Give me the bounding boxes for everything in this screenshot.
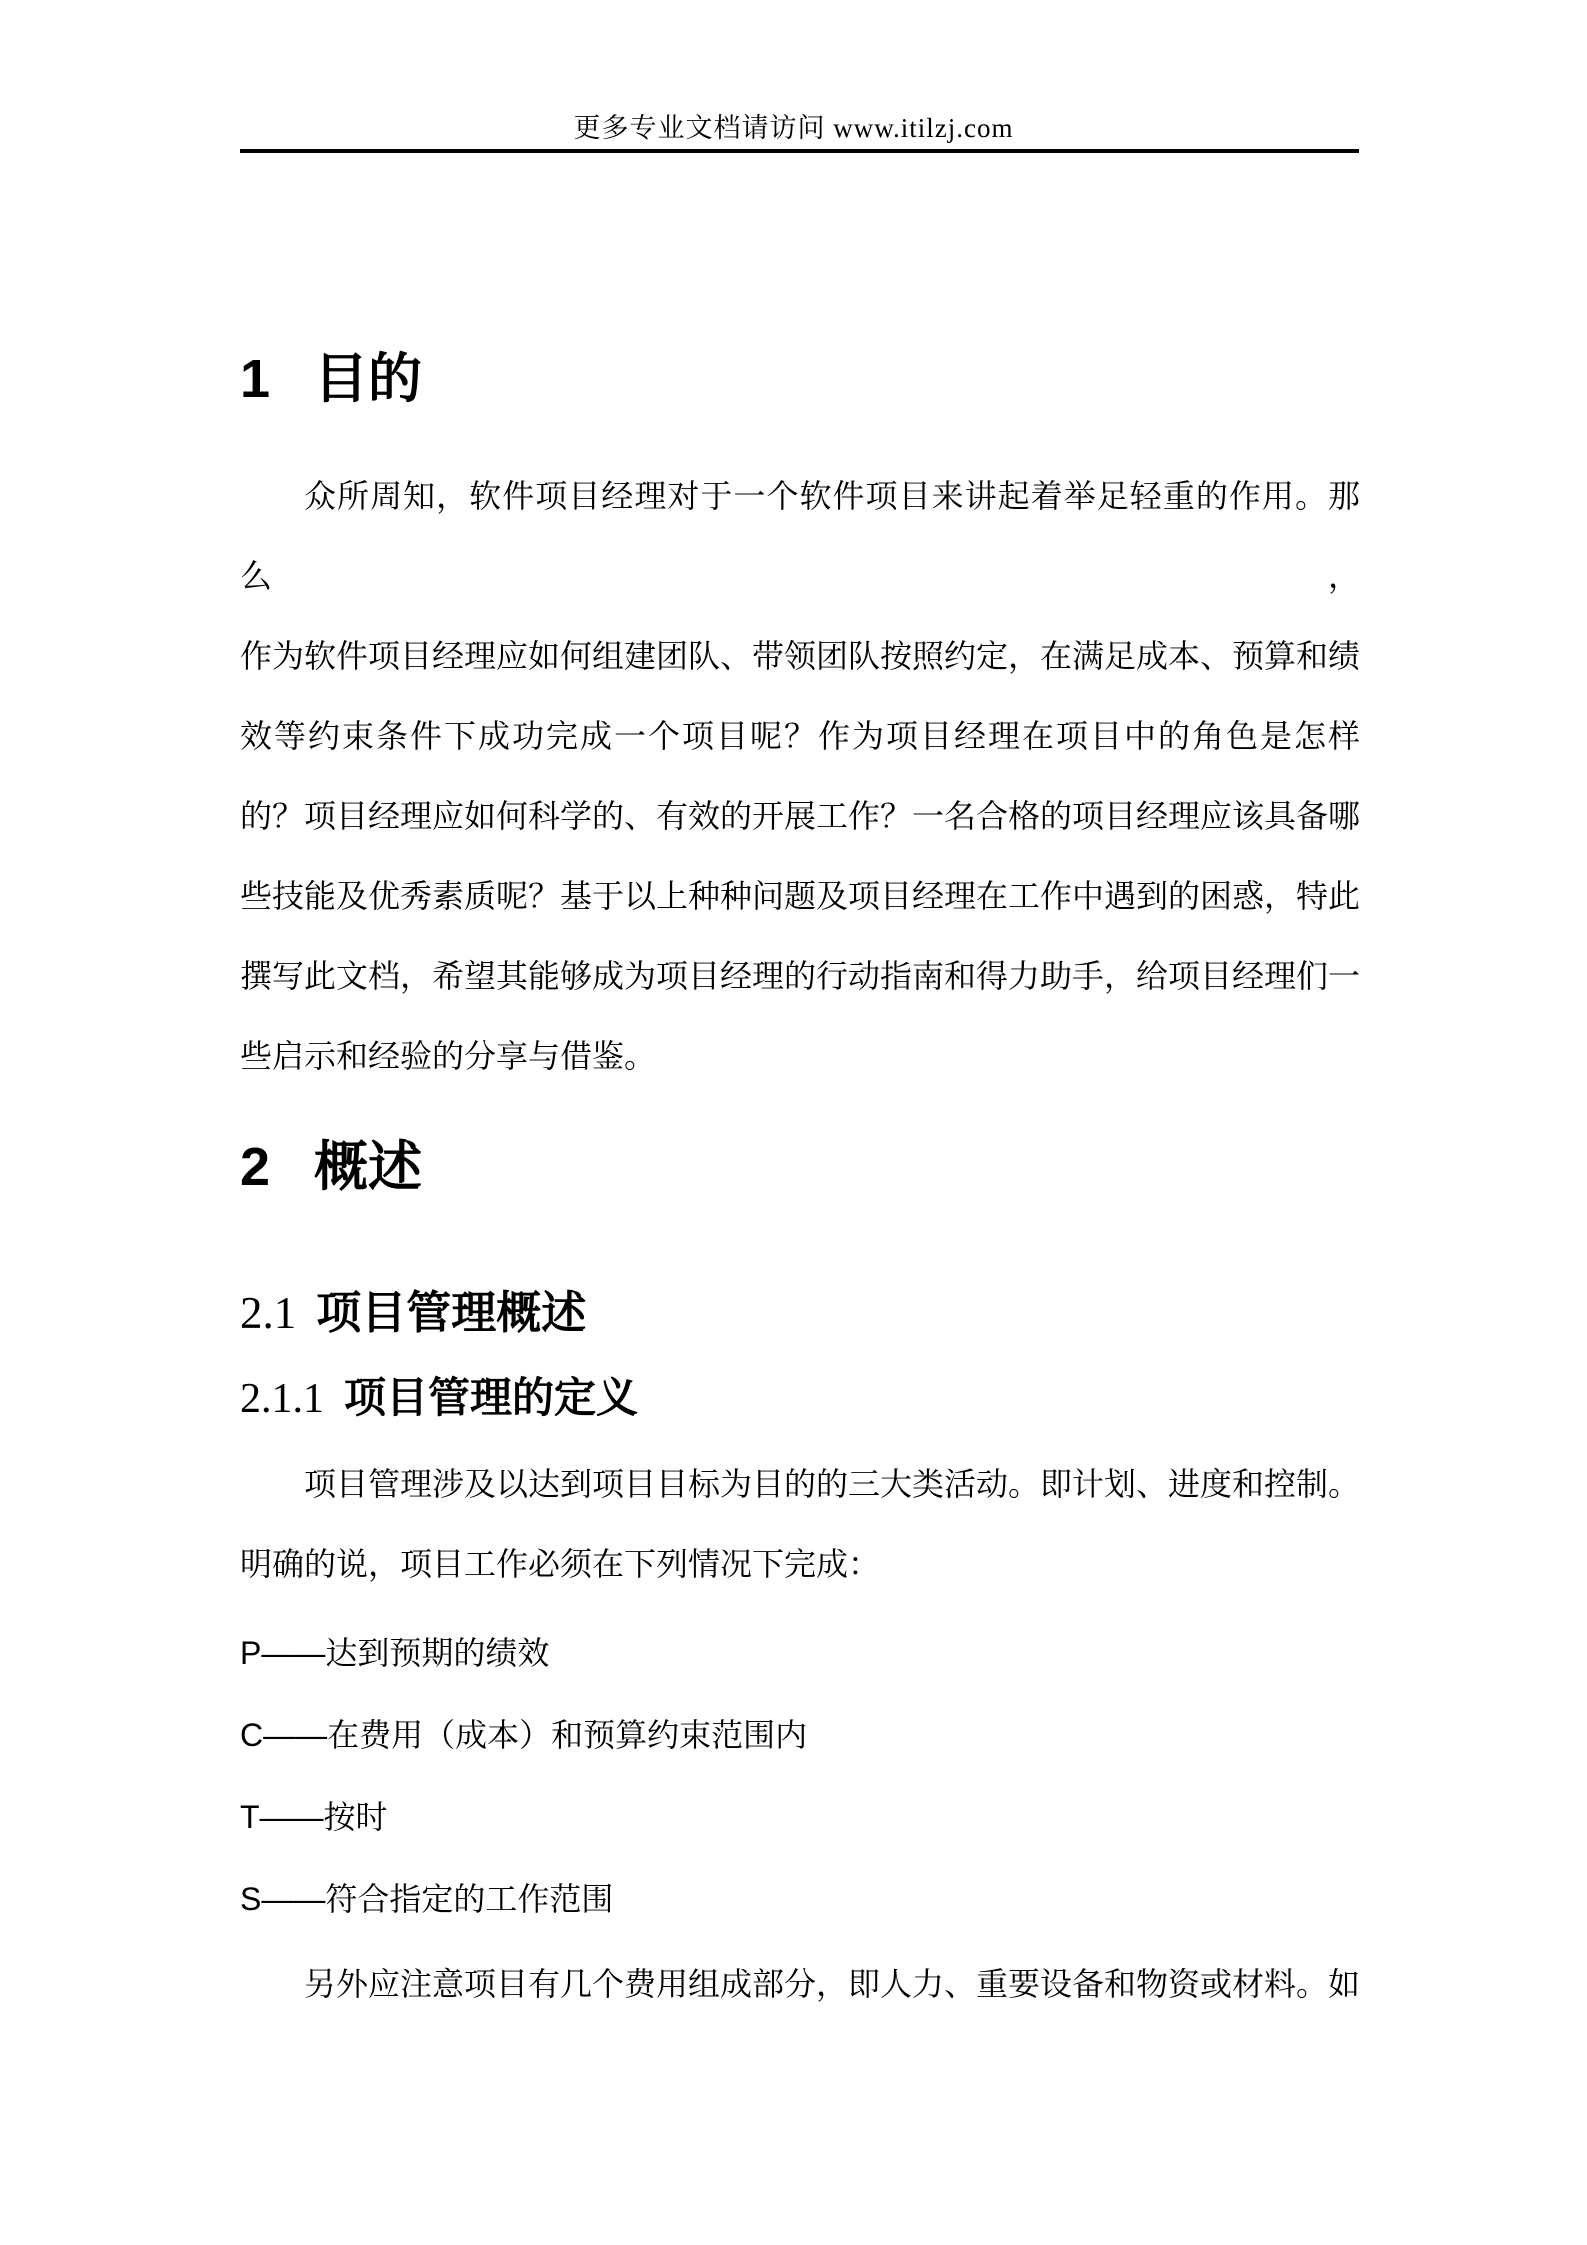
- heading-title: 目的: [314, 349, 423, 409]
- header-link[interactable]: 更多专业文档请访问 www.itilzj.com: [573, 113, 1014, 143]
- paragraph-line: 些启示和经验的分享与借鉴。: [240, 1038, 657, 1074]
- paragraph-definition-intro: [240, 1444, 1360, 1604]
- paragraph-line: 撰写此文档，希望其能够成为项目经理的行动指南和得力助手，给项目经理们一: [240, 958, 1361, 994]
- heading-title: 项目管理的定义: [344, 1374, 639, 1421]
- paragraph-line: 项目管理涉及以达到项目目标为目的的三大类活动。即计划、进度和控制。: [304, 1466, 1361, 1502]
- pcts-list: [240, 1612, 1360, 1940]
- heading-number: 2.1: [240, 1288, 297, 1338]
- paragraph-line: 的？项目经理应如何科学的、有效的开展工作？一名合格的项目经理应该具备哪: [240, 798, 1361, 834]
- paragraph-line: 作为软件项目经理应如何组建团队、带领团队按照约定，在满足成本、预算和绩: [240, 638, 1361, 674]
- paragraph-line: 明确的说，项目工作必须在下列情况下完成：: [240, 1546, 881, 1582]
- paragraph-line: 另外应注意项目有几个费用组成部分，即人力、重要设备和物资或材料。如: [304, 1966, 1361, 2002]
- heading-2-1-1-pm-definition: [240, 1373, 638, 1424]
- paragraph-cost-note: [240, 1944, 1360, 2024]
- paragraph-line: 效等约束条件下成功完成一个项目呢？作为项目经理在项目中的角色是怎样: [240, 718, 1360, 754]
- header-rule: [240, 149, 1359, 153]
- paragraph-purpose: [240, 456, 1360, 1096]
- heading-1-purpose: [240, 347, 422, 412]
- heading-number: 1: [240, 349, 271, 409]
- heading-2-1-pm-overview: [240, 1286, 586, 1340]
- heading-2-overview: [240, 1135, 422, 1200]
- list-item-cost: C——在费用（成本）和预算约束范围内: [240, 1717, 808, 1753]
- heading-number: 2.1.1: [240, 1376, 324, 1422]
- paragraph-line: 众所周知，软件项目经理对于一个软件项目来讲起着举足轻重的作用。那么，: [240, 478, 1360, 594]
- list-item-scope: S——符合指定的工作范围: [240, 1881, 614, 1917]
- list-item-performance: P——达到预期的绩效: [240, 1635, 550, 1671]
- paragraph-line: 些技能及优秀素质呢？基于以上种种问题及项目经理在工作中遇到的困惑，特此: [240, 878, 1361, 914]
- heading-title: 概述: [314, 1137, 423, 1197]
- heading-title: 项目管理概述: [316, 1287, 587, 1338]
- list-item-time: T——按时: [240, 1799, 388, 1835]
- heading-number: 2: [240, 1137, 271, 1197]
